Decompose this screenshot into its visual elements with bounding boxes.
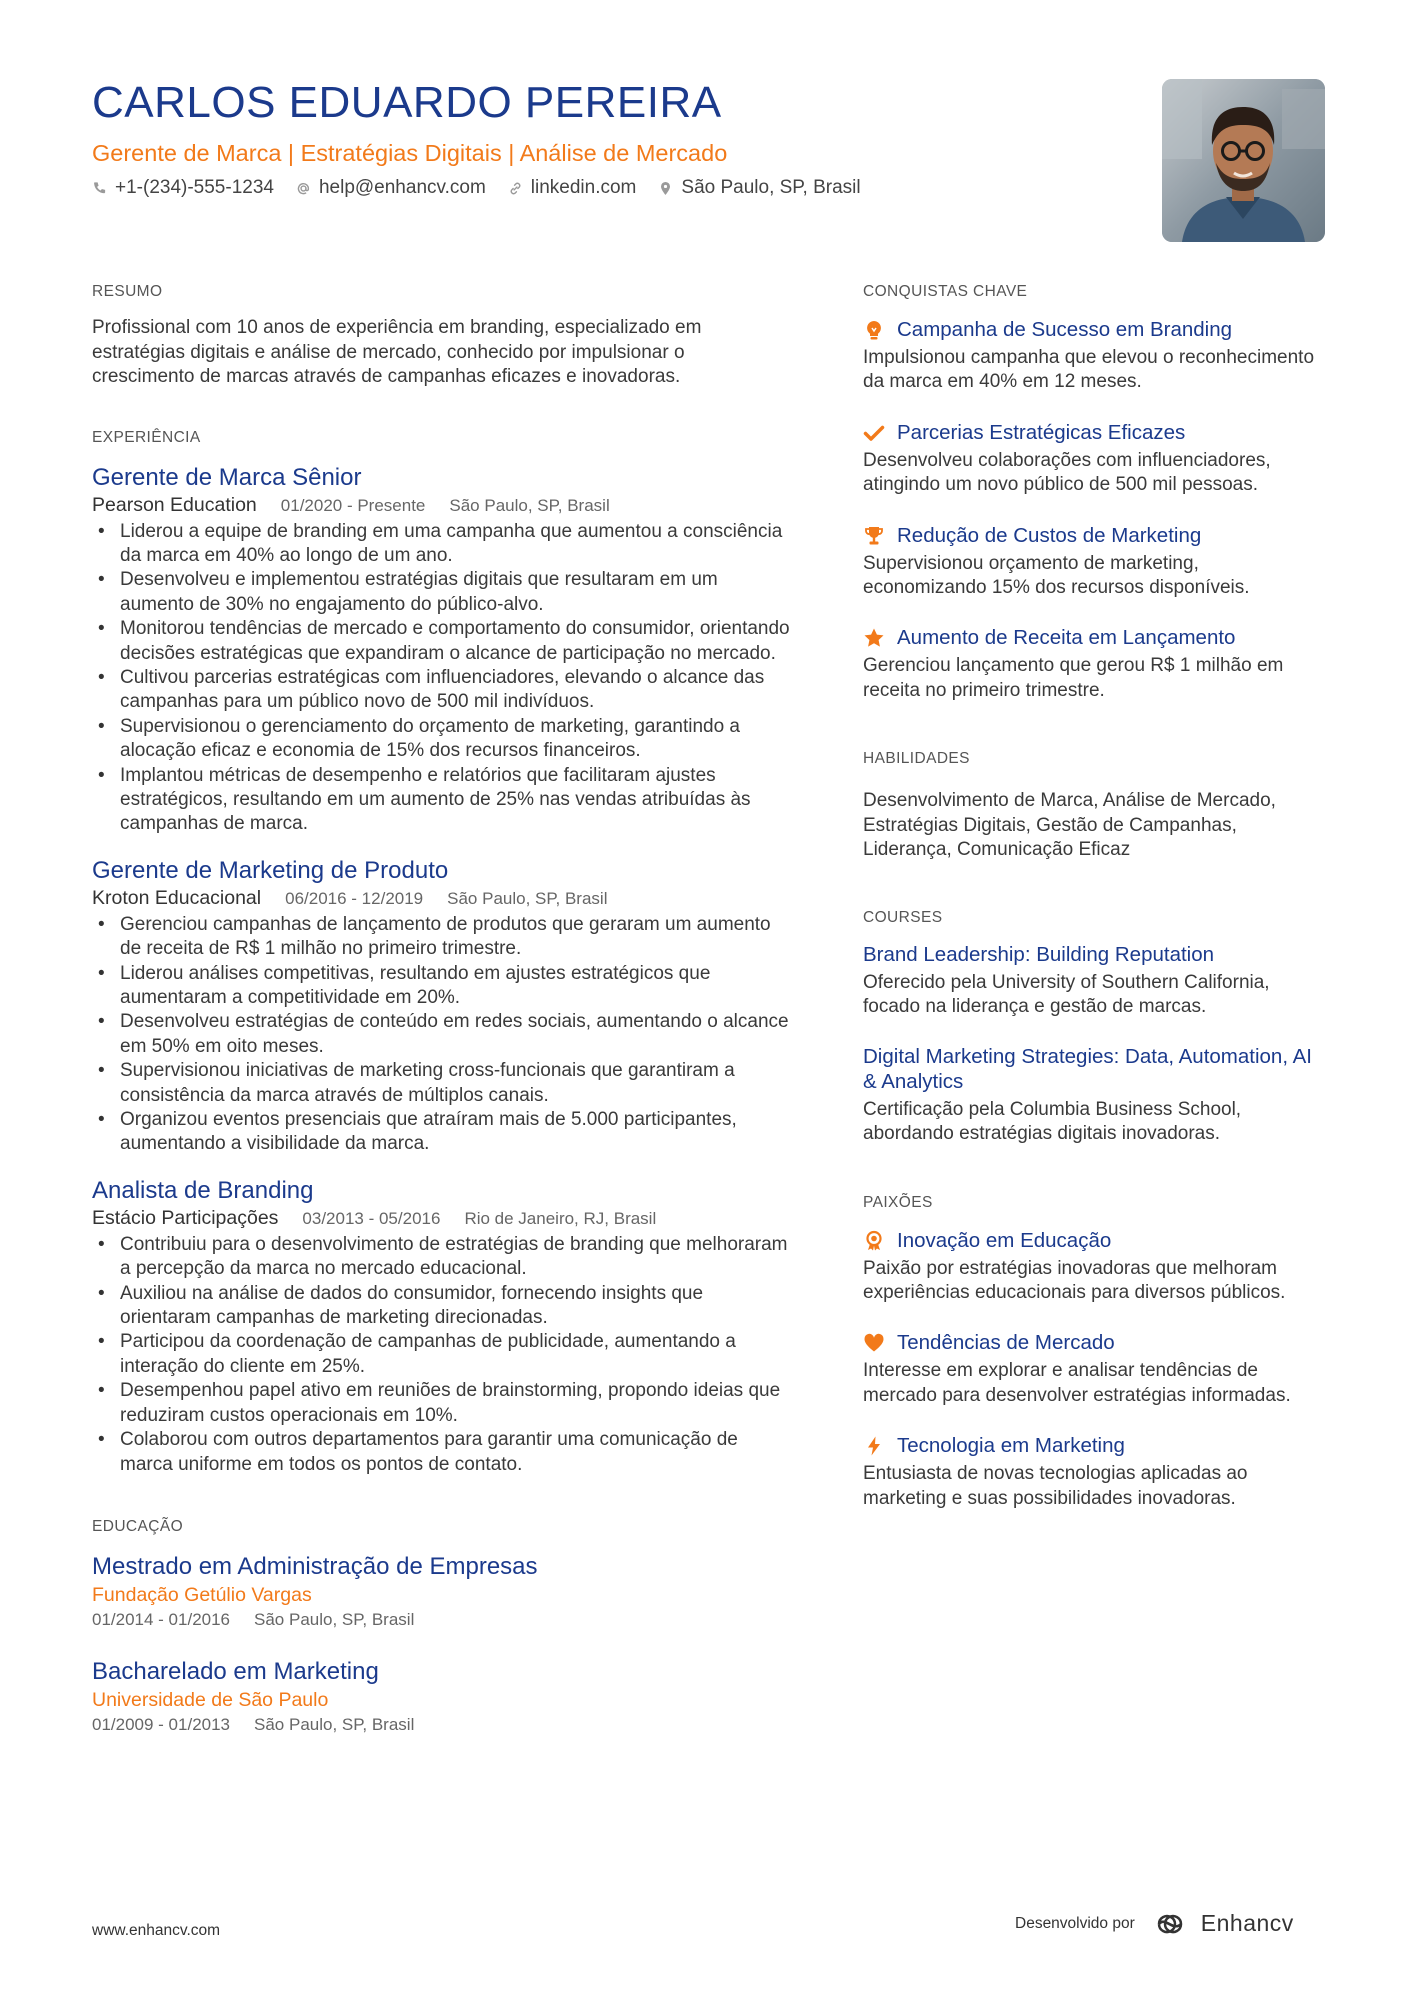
footer-branding bbox=[1015, 1910, 1294, 1937]
contact-phone[interactable] bbox=[92, 174, 274, 202]
job-meta bbox=[92, 1206, 792, 1231]
job-bullet: • Supervisionou o gerenciamento do orçamento de marketing, garantindo a alocação eficaz e economia de 15% dos recursos financeiros. bbox=[92, 715, 792, 764]
job-title: Gerente de Marketing de Produto bbox=[92, 856, 449, 884]
candidate-name: CARLOS EDUARDO PEREIRA bbox=[92, 78, 722, 127]
location-pin-icon bbox=[658, 181, 673, 196]
phone-icon bbox=[92, 181, 107, 196]
heart-icon bbox=[863, 1332, 885, 1354]
section-title-education: EDUCAÇÃO bbox=[92, 1517, 184, 1535]
job-title: Analista de Branding bbox=[92, 1176, 314, 1204]
experience-section bbox=[92, 428, 792, 1477]
job-bullets bbox=[92, 1233, 792, 1477]
job-dates: 03/2013 - 05/2016 bbox=[302, 1208, 441, 1228]
course-item bbox=[863, 942, 1323, 1019]
passion-title: Inovação em Educação bbox=[897, 1228, 1112, 1252]
linkedin-url: linkedin.com bbox=[530, 177, 637, 198]
job-bullet: • Gerenciou campanhas de lançamento de produtos que geraram um aumento de receita de R$ 1 milhão no primeiro trimestre. bbox=[92, 913, 792, 962]
job-bullet: • Cultivou parcerias estratégicas com influenciadores, elevando o alcance das campanhas para um público novo de 500 mil indivíduos. bbox=[92, 666, 792, 715]
check-icon bbox=[863, 422, 885, 444]
resume-header bbox=[92, 78, 1142, 202]
job-bullet: • Liderou análises competitivas, resultando em ajustes estratégicos que aumentaram a competitividade em 20%. bbox=[92, 962, 792, 1011]
achievement-title: Redução de Custos de Marketing bbox=[897, 523, 1202, 547]
award-icon bbox=[863, 1230, 885, 1252]
education-entry bbox=[92, 1551, 792, 1632]
achievement-title: Campanha de Sucesso em Branding bbox=[897, 318, 1233, 341]
job-entry bbox=[92, 462, 792, 837]
job-title: Gerente de Marca Sênior bbox=[92, 463, 362, 491]
achievement-title: Aumento de Receita em Lançamento bbox=[897, 626, 1236, 650]
job-entry bbox=[92, 1175, 792, 1477]
course-desc: Certificação pela Columbia Business School, abordando estratégias digitais inovadoras. bbox=[863, 1098, 1242, 1145]
job-bullet: • Supervisionou iniciativas de marketing cross-funcionais que garantiram a consistência da marca através de múltiplos canais. bbox=[92, 1059, 792, 1108]
job-entry bbox=[92, 855, 792, 1157]
education-dates: 01/2009 - 01/2013 bbox=[92, 1714, 231, 1734]
job-meta bbox=[92, 886, 792, 911]
section-title-skills: HABILIDADES bbox=[863, 750, 970, 768]
degree-title: Mestrado em Administração de Empresas bbox=[92, 1552, 538, 1580]
lightning-icon bbox=[863, 1435, 885, 1457]
enhancv-logo[interactable] bbox=[1147, 1910, 1294, 1937]
course-title: Digital Marketing Strategies: Data, Automation, AI & Analytics bbox=[863, 1044, 1312, 1094]
job-bullet: • Colaborou com outros departamentos para garantir uma comunicação de marca uniforme em todos os pontos de contato. bbox=[92, 1428, 792, 1477]
skills-text: Desenvolvimento de Marca, Análise de Mercado, Estratégias Digitais, Gestão de Campanhas, Liderança, Comunicação Eficaz bbox=[863, 790, 1276, 861]
achievement-item bbox=[863, 624, 1323, 703]
job-bullet: • Liderou a equipe de branding em uma campanha que aumentou a consciência da marca em 40% ao longo de um ano. bbox=[92, 520, 792, 569]
achievement-desc: Impulsionou campanha que elevou o reconhecimento da marca em 40% em 12 meses. bbox=[863, 347, 1315, 393]
section-title-passions: PAIXÕES bbox=[863, 1193, 933, 1211]
degree-title: Bacharelado em Marketing bbox=[92, 1657, 379, 1685]
education-location: São Paulo, SP, Brasil bbox=[254, 1714, 415, 1734]
job-company: Estácio Participações bbox=[92, 1206, 279, 1229]
achievement-desc: Desenvolveu colaborações com influenciadores, atingindo um novo público de 500 mil pessoas. bbox=[863, 449, 1271, 496]
link-icon bbox=[508, 181, 523, 196]
section-title-courses: COURSES bbox=[863, 909, 943, 927]
job-bullet: • Contribuiu para o desenvolvimento de estratégias de branding que melhoraram a percepção da marca no mercado educacional. bbox=[92, 1233, 792, 1282]
contact-linkedin[interactable] bbox=[508, 174, 637, 202]
powered-by-label: Desenvolvido por bbox=[1015, 1914, 1135, 1932]
course-item bbox=[863, 1044, 1323, 1147]
achievement-desc: Gerenciou lançamento que gerou R$ 1 milhão em receita no primeiro trimestre. bbox=[863, 655, 1284, 701]
job-bullet: • Implantou métricas de desempenho e relatórios que facilitaram ajustes estratégicos, resultando em um aumento de 25% nas vendas atribuídas às campanhas de marca. bbox=[92, 764, 792, 837]
course-title: Brand Leadership: Building Reputation bbox=[863, 943, 1215, 967]
job-bullets bbox=[92, 913, 792, 1157]
passion-desc: Entusiasta de novas tecnologias aplicadas ao marketing e suas possibilidades inovadoras. bbox=[863, 1463, 1248, 1509]
trophy-icon bbox=[863, 525, 885, 547]
education-location: São Paulo, SP, Brasil bbox=[254, 1609, 415, 1629]
contact-info bbox=[92, 174, 1142, 202]
passions-section bbox=[863, 1193, 1323, 1511]
achievement-item bbox=[863, 316, 1323, 395]
education-meta bbox=[92, 1608, 792, 1632]
courses-section bbox=[863, 908, 1323, 1146]
section-title-experience: EXPERIÊNCIA bbox=[92, 428, 201, 446]
course-desc: Oferecido pela University of Southern California, focado na liderança e gestão de marcas. bbox=[863, 971, 1270, 1018]
achievement-item bbox=[863, 419, 1323, 498]
achievements-section bbox=[863, 282, 1323, 703]
section-title-achievements: CONQUISTAS CHAVE bbox=[863, 283, 1028, 300]
headline: Gerente de Marca | Estratégias Digitais | Análise de Mercado bbox=[92, 140, 728, 166]
passion-item bbox=[863, 1329, 1323, 1408]
skills-section bbox=[863, 749, 1323, 862]
section-title-summary: RESUMO bbox=[92, 283, 163, 300]
job-bullet: • Auxiliou na análise de dados do consumidor, fornecendo insights que orientaram campanhas de marketing direcionadas. bbox=[92, 1282, 792, 1331]
achievement-title: Parcerias Estratégicas Eficazes bbox=[897, 420, 1186, 444]
lightbulb-icon bbox=[863, 319, 885, 341]
phone-number: +1-(234)-555-1234 bbox=[115, 177, 274, 198]
job-dates: 06/2016 - 12/2019 bbox=[285, 888, 424, 908]
profile-photo bbox=[1162, 79, 1325, 242]
avatar-illustration bbox=[1162, 79, 1325, 242]
at-icon bbox=[296, 181, 311, 196]
passion-title: Tendências de Mercado bbox=[897, 1331, 1115, 1355]
job-bullet: • Monitorou tendências de mercado e comportamento do consumidor, orientando decisões estratégicas que expandiram o alcance de participação no mercado. bbox=[92, 617, 792, 666]
education-entry bbox=[92, 1656, 792, 1737]
job-bullet: • Organizou eventos presenciais que atraíram mais de 5.000 participantes, aumentando a visibilidade da marca. bbox=[92, 1108, 792, 1157]
enhancv-logo-icon bbox=[1147, 1913, 1193, 1935]
job-bullets bbox=[92, 520, 792, 837]
job-location: São Paulo, SP, Brasil bbox=[447, 888, 608, 908]
education-meta bbox=[92, 1713, 792, 1737]
passion-title: Tecnologia em Marketing bbox=[897, 1434, 1125, 1458]
job-location: Rio de Janeiro, RJ, Brasil bbox=[464, 1208, 657, 1228]
passion-desc: Interesse em explorar e analisar tendências de mercado para desenvolver estratégias informadas. bbox=[863, 1360, 1291, 1406]
achievement-desc: Supervisionou orçamento de marketing, economizando 15% dos recursos disponíveis. bbox=[863, 552, 1250, 599]
job-bullet: • Desempenhou papel ativo em reuniões de brainstorming, propondo ideias que reduziram custos operacionais em 10%. bbox=[92, 1379, 792, 1428]
summary-text: Profissional com 10 anos de experiência em branding, especializado em estratégias digitais e análise de mercado, conhecido por impulsionar o crescimento de marcas através de campanhas eficazes e inovadoras. bbox=[92, 317, 702, 387]
job-company: Pearson Education bbox=[92, 493, 257, 516]
job-dates: 01/2020 - Presente bbox=[280, 495, 426, 515]
contact-email[interactable] bbox=[296, 174, 486, 202]
passion-item bbox=[863, 1227, 1323, 1306]
enhancv-wordmark: Enhancv bbox=[1200, 1910, 1294, 1936]
passion-item bbox=[863, 1432, 1323, 1511]
school-name: Fundação Getúlio Vargas bbox=[92, 1583, 312, 1606]
job-bullet: • Desenvolveu e implementou estratégias digitais que resultaram em um aumento de 30% no engajamento do público-alvo. bbox=[92, 568, 792, 617]
job-company: Kroton Educacional bbox=[92, 886, 262, 909]
location-text: São Paulo, SP, Brasil bbox=[681, 177, 861, 198]
left-column bbox=[92, 282, 792, 1737]
email-address: help@enhancv.com bbox=[318, 177, 486, 198]
job-location: São Paulo, SP, Brasil bbox=[449, 495, 610, 515]
job-bullet: • Desenvolveu estratégias de conteúdo em redes sociais, aumentando o alcance em 50% em oito meses. bbox=[92, 1010, 792, 1059]
school-name: Universidade de São Paulo bbox=[92, 1688, 329, 1711]
job-meta bbox=[92, 493, 792, 518]
education-dates: 01/2014 - 01/2016 bbox=[92, 1609, 231, 1629]
passion-desc: Paixão por estratégias inovadoras que melhoram experiências educacionais para diversos públicos. bbox=[863, 1257, 1286, 1303]
contact-location bbox=[658, 174, 860, 202]
achievement-item bbox=[863, 522, 1323, 601]
right-column bbox=[863, 282, 1323, 1511]
star-icon bbox=[863, 627, 885, 649]
footer-website[interactable]: www.enhancv.com bbox=[92, 1922, 221, 1939]
job-bullet: • Participou da coordenação de campanhas de publicidade, aumentando a interação do cliente em 25%. bbox=[92, 1330, 792, 1379]
summary-section bbox=[92, 282, 792, 390]
education-section bbox=[92, 1517, 792, 1737]
